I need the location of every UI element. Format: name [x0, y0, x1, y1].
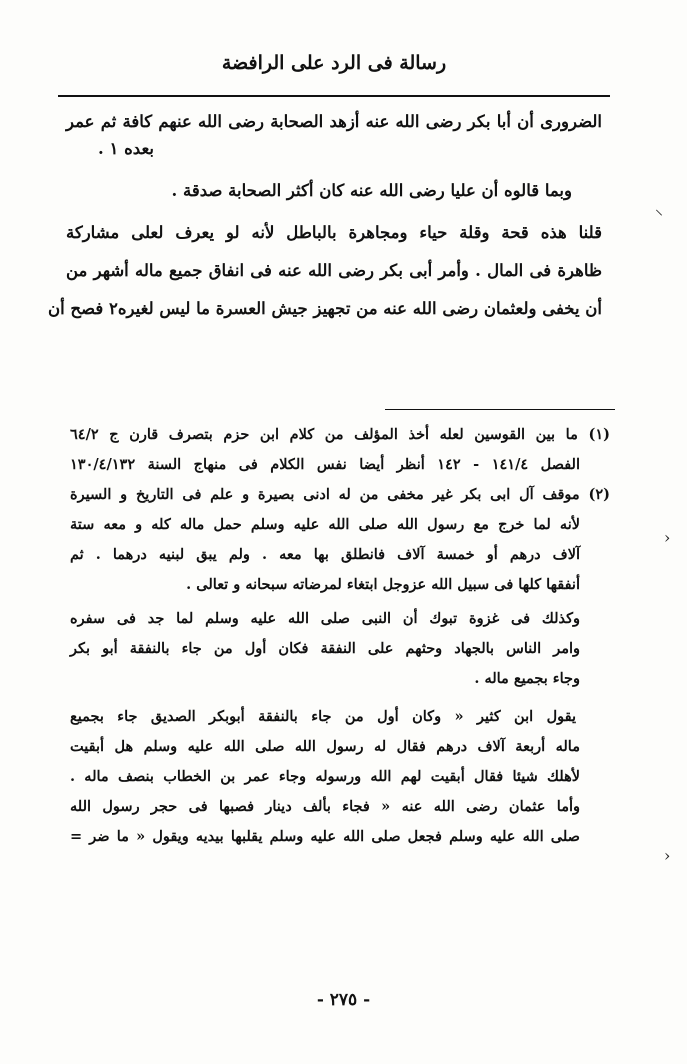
footnote-line: وأما عثمان رضى الله عنه « فجاء بألف دينار فصبها فى حجر رسول الله	[70, 798, 580, 815]
margin-mark: ›	[664, 846, 671, 865]
footnote-line: وكذلك فى غزوة تبوك أن النبى صلى الله عليه وسلم لما جد فى سفره	[70, 610, 580, 627]
footnote-line: لأهلك شيئا فقال أبقيت لهم الله ورسوله وجاء عمر بن الخطاب بنصف ماله .	[70, 768, 580, 785]
footnote-rule	[385, 409, 615, 410]
footnote-line: (٢) موقف آل ابى بكر غير مخفى من له ادنى بصيرة و علم فى التاريخ و السيرة	[70, 486, 610, 503]
body-line: أن يخفى ولعثمان رضى الله عنه من تجهيز جيش العسرة ما ليس لغيره٢ فصح أن	[47, 299, 602, 318]
footnote-line: آلاف درهم أو خمسة آلاف فانطلق بها معه . ولم يبق لبنيه درهما . ثم	[70, 546, 580, 563]
footnote-line: وجاء بجميع ماله .	[474, 670, 580, 687]
footnote-line: أنفقها كلها فى سبيل الله عزوجل ابتغاء لمرضاته سبحانه و تعالى .	[186, 576, 580, 593]
page-number: - ٢٧٥ -	[316, 990, 371, 1010]
footnote-line: (١) ما بين القوسين لعله أخذ المؤلف من كلام ابن حزم بتصرف قارن ج ٦٤/٢	[70, 426, 610, 443]
body-line: قلنا هذه قحة وقلة حياء ومجاهرة بالباطل لأنه لو يعرف لعلى مشاركة	[66, 223, 602, 242]
main-text	[47, 108, 602, 322]
footnote-line: لأنه لما خرج مع رسول الله صلى الله عليه وسلم حمل ماله كله و معه ستة	[70, 516, 580, 533]
header-rule	[58, 95, 610, 97]
footnotes	[70, 420, 610, 852]
running-header: رسالة فى الرد على الرافضة	[221, 52, 447, 74]
body-line: بعده ١ .	[98, 139, 154, 158]
footnote-line: صلى الله عليه وسلم فجعل صلى الله عليه وسلم يقلبها بيديه ويقول « ما ضر =	[70, 828, 580, 845]
margin-mark: ›	[664, 528, 671, 547]
footnote-line: الفصل ١٤١/٤ - ١٤٢ أنظر أيضا نفس الكلام فى منهاج السنة ١٣٠/٤/١٣٢	[70, 456, 581, 473]
body-line: وبما قالوه أن عليا رضى الله عنه كان أكثر الصحابة صدقة .	[171, 181, 572, 200]
footnote-line: ماله أربعة آلاف درهم فقال له رسول الله صلى الله عليه وسلم هل أبقيت	[70, 738, 580, 755]
margin-mark: ⸌	[655, 206, 664, 225]
footnote-line: وامر الناس بالجهاد وحثهم على النفقة فكان أول من جاء بالنفقة أبو بكر	[70, 640, 580, 657]
body-line: ظاهرة فى المال . وأمر أبى بكر رضى الله عنه فى انفاق جميع ماله أشهر من	[66, 261, 602, 280]
footnote-line: يقول ابن كثير « وكان أول من جاء بالنفقة أبوبكر الصديق جاء بجميع	[70, 708, 576, 725]
body-line: الضرورى أن أبا بكر رضى الله عنه أزهد الصحابة رضى الله عنهم كافة ثم عمر	[66, 112, 602, 131]
